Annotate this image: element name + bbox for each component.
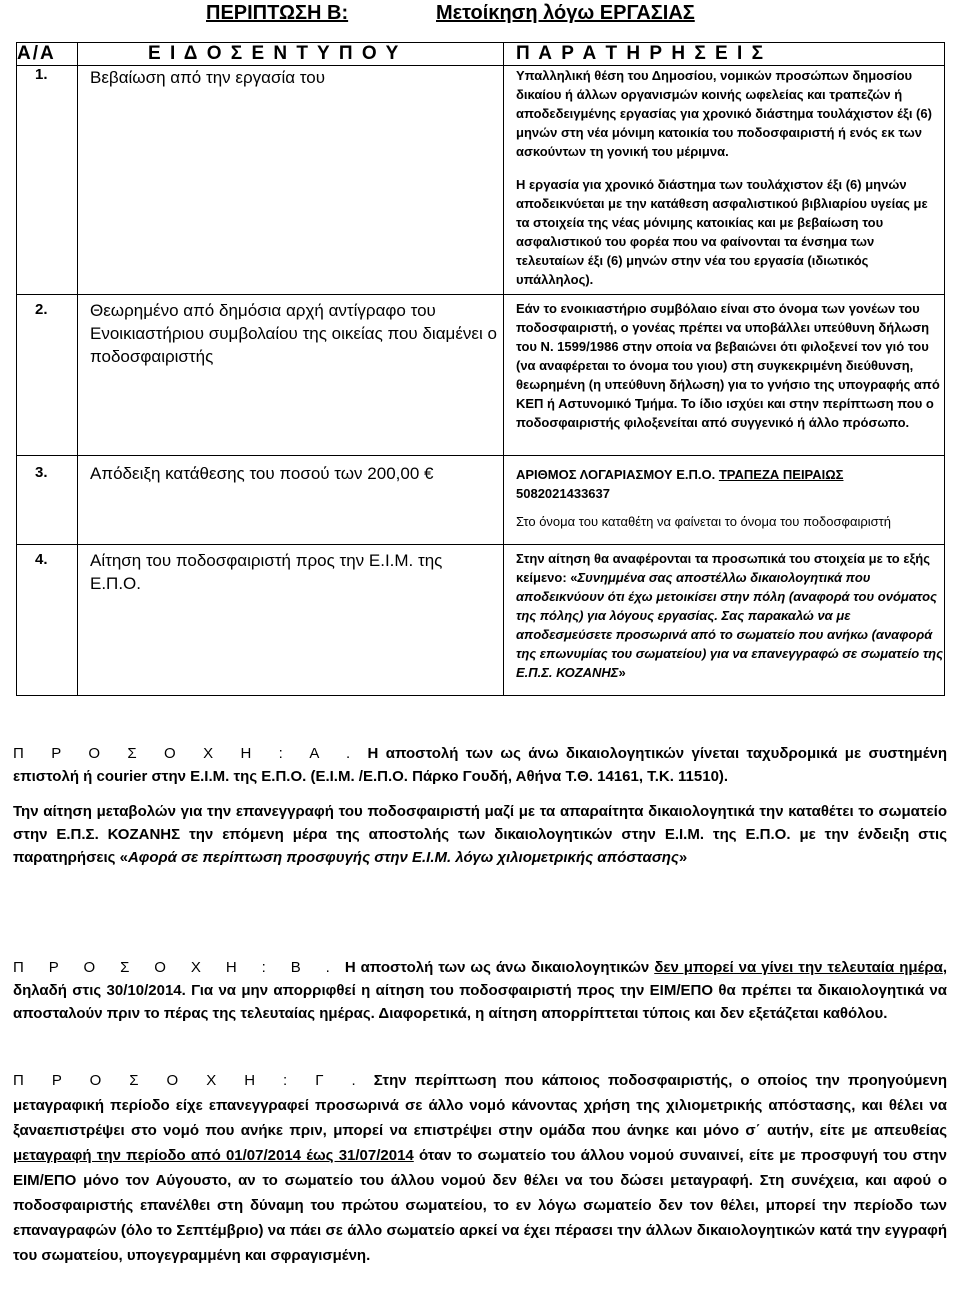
document-name: Θεωρημένο από δημόσια αρχή αντίγραφο του Ενοικιαστήριου συμβολαίου της οικείας που διαμένει ο ποδοσφαιριστής <box>90 301 497 366</box>
col-doc-header: Ε Ι Δ Ο Σ Ε Ν Τ Υ Π Ο Υ <box>78 43 504 66</box>
bank-name: ΤΡΑΠΕΖΑ ΠΕΙΡΑΙΩΣ <box>718 467 844 482</box>
notice-b-label: Π Ρ Ο Σ Ο Χ Η : Β . <box>13 959 340 976</box>
table-row <box>17 545 945 696</box>
application-text-b: Συνημμένα σας αποστέλλω δικαιολογητικά που αποδεικνύουν ότι έχω μετοικίσει στην πόλη (αναφορά του ονόματος της πόλης) για λόγους εργασίας. <box>516 570 937 623</box>
row-number: 4. <box>35 551 48 568</box>
table-row <box>17 456 945 545</box>
notice-b-text2: , δηλαδή στις 30/10/2014. Για να μην απορριφθεί η αίτηση του ποδοσφαιριστή προς την ΕΙΜ/ΕΠΟ θα πρέπει τα δικαιολογητικά να αποσταλούν πριν το πέρας της τελευταίας ημέρας. Διαφορετικά, η αίτηση απορρίπτεται τύποις και δεν εξετάζεται καθόλου. <box>13 959 948 1022</box>
application-text-a: Στην αίτηση θα αναφέρονται τα προσωπικά του στοιχεία με το εξής κείμενο: « <box>516 551 931 585</box>
notice-a <box>13 742 947 869</box>
col-notes-header: Π Α Ρ Α Τ Η Ρ Η Σ Ε Ι Σ <box>504 43 945 66</box>
notice-c-label: Π Ρ Ο Σ Ο Χ Η : Γ . <box>13 1072 366 1089</box>
notice-a-para2-end: » <box>678 849 688 866</box>
notice-a-para2-italic: Αφορά σε περίπτωση προσφυγής στην Ε.Ι.Μ. λόγω χιλιομετρικής απόστασης <box>127 849 679 866</box>
row-number: 3. <box>35 464 48 481</box>
row-note: Η εργασία για χρονικό διάστημα των τουλάχιστον έξι (6) μηνών αποδεικνύεται με την κατάθεση ασφαλιστικού βιβλιαρίου υγείας με τα στοιχεία της νέας μόνιμης κατοικίας και με βεβαίωση του ασφαλιστικού του φορέα που να φαίνονται τα ένσημα των τελευταίων έξι (6) μηνών στην νέα του εργασία (ιδιωτικός υπάλληλος). <box>516 177 928 287</box>
document-name: Βεβαίωση από την εργασία του <box>90 68 325 87</box>
notice-c-text2: όταν το σωματείο του άλλου νομού συναινεί, είτε με προσφυγή του στην ΕΙΜ/ΕΠΟ μόνο τον Αύγουστο, αν το σωματείο του άλλου νομού δεν θέλει να του δώσει μεταγραφή. Στη συνέχεια, και αφού ο ποδοσφαιριστής επανέλθει στη δύναμη του πρώτου σωματείου, το εν λόγω σωματείο δεν τον θέλει, μπορεί την περίοδο των επαναγραφών (όλο το Σεπτέμβριο) να πάει σε άλλο σωματείο αρκεί να έχει πέρασει την άλλων δικαιολογητικών κατά την εγγραφή του σωματείου, υπογεγραμμένη και σφραγισμένη. <box>13 1147 947 1264</box>
depositor-note: Στο όνομα του καταθέτη να φαίνεται το όνομα του ποδοσφαιριστή <box>516 514 892 529</box>
col-num-header: Α/Α <box>17 43 78 66</box>
table-header-row <box>17 43 945 66</box>
document-name: Αίτηση του ποδοσφαιριστή προς την Ε.Ι.Μ. της Ε.Π.Ο. <box>90 551 443 593</box>
documents-table <box>16 42 945 696</box>
notice-b-text1: Η αποστολή των ως άνω δικαιολογητικών <box>344 959 650 976</box>
row-number: 2. <box>35 301 48 318</box>
account-label: ΑΡΙΘΜΟΣ ΛΟΓΑΡΙΑΣΜΟΥ Ε.Π.Ο. <box>516 467 716 482</box>
notice-b <box>13 956 947 1025</box>
row-number: 1. <box>35 66 48 83</box>
notice-a-para2: Την αίτηση μεταβολών για την επανεγγραφή του ποδοσφαιριστή μαζί με τα απαραίτητα δικαιολογητικά την καταθέτει το σωματείο στην Ε.Π.Σ. ΚΟΖΑΝΗΣ την επόμενη μέρα της αποστολής των δικαιολογητικών στην Ε.Ι.Μ. της Ε.Π.Ο. με την ένδειξη στις παρατηρήσεις « <box>13 803 947 866</box>
case-label: ΠΕΡΙΠΤΩΣΗ Β: <box>206 2 349 24</box>
document-name: Απόδειξη κατάθεσης του ποσού των 200,00 € <box>90 464 434 483</box>
case-title: Μετοίκηση λόγω ΕΡΓΑΣΙΑΣ <box>436 2 695 24</box>
notice-c <box>13 1068 947 1268</box>
application-text-d: » <box>618 665 626 680</box>
account-number: 5082021433637 <box>516 486 610 501</box>
table-row <box>17 66 945 295</box>
notice-b-underlined: δεν μπορεί να γίνει την τελευταία ημέρα <box>654 959 943 976</box>
notice-a-label: Π Ρ Ο Σ Ο Χ Η : Α . <box>13 745 361 762</box>
row-note: Υπαλληλική θέση του Δημοσίου, νομικών προσώπων δημοσίου δικαίου ή άλλων οργανισμών κοινής ωφελείας και τραπεζών ή αποδεδειγμένης εργασίας για χρονικό διάστημα τουλάχιστον έξι (6) μηνών στη νέα μόνιμη κατοικία του ποδοσφαιριστή ή ενός εκ των ασκούντων τη γονική του μέριμνα. <box>516 68 932 159</box>
notice-c-underlined: μεταγραφή την περίοδο από 01/07/2014 έως 31/07/2014 <box>13 1147 414 1164</box>
application-text-c: Σας παρακαλώ να με αποδεσμεύσετε προσωρινά από το σωματείο που ανήκω (αναφορά της επωνυμίας του σωματείου) για να επανεγγραφώ σε σωματείο της Ε.Π.Σ. ΚΟΖΑΝΗΣ <box>516 608 944 680</box>
notice-c-text1: Στην περίπτωση που κάποιος ποδοσφαιριστής, ο οποίος την προηγούμενη μεταγραφική περίοδο είχε επανεγγραφεί προσωρινά σε άλλο νομό κάνοντας χρήση της χιλιομετρικής απόστασης, και θέλει να ξαναεπιστρέψει στο νομό που ανήκε πριν, μπορεί να επιστρέψει στην ομάδα που άνηκε και μόνο σ΄ αυτήν, είτε με απευθείας <box>13 1072 947 1139</box>
notice-a-text: Η αποστολή των ως άνω δικαιολογητικών γίνεται ταχυδρομικά με συστημένη επιστολή ή courier στην Ε.Ι.Μ. της Ε.Π.Ο. (Ε.Ι.Μ. /Ε.Π.Ο. Πάρκο Γουδή, Αθήνα Τ.Θ. 14161, Τ.Κ. 11510). <box>13 745 948 785</box>
table-row <box>17 295 945 456</box>
row-note: Εάν το ενοικιαστήριο συμβόλαιο είναι στο όνομα των γονέων του ποδοσφαιριστή, ο γονέας πρέπει να υποβάλλει υπεύθυνη δήλωση του Ν. 1599/1986 στην οποία να βεβαιώνει ότι φιλοξενεί τον γιό του (να αναφέρεται το όνομα του γιου) στη συγκεκριμένη διεύθυνση, θεωρημένη (η υπεύθυνη δήλωση) για το γνήσιο της υπογραφής από ΚΕΠ ή Αστυνομικό Τμήμα. Το ίδιο ισχύει και στην περίπτωση που ο ποδοσφαιριστής φιλοξενείται από συγγενικό ή άλλο πρόσωπο. <box>516 301 940 430</box>
